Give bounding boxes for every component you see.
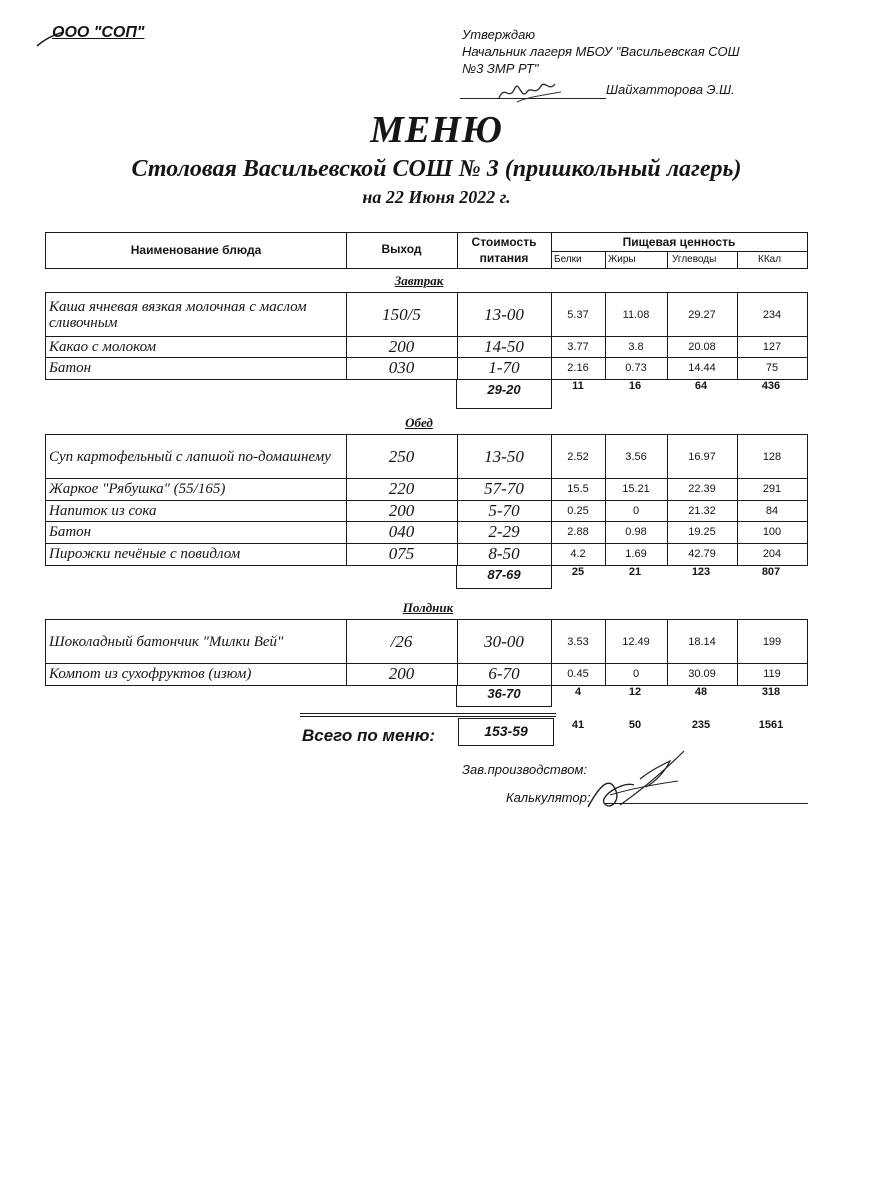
breakfast-total-box — [456, 379, 552, 409]
col-carbs-header: Углеводы — [672, 254, 717, 265]
dish-fat: 0 — [632, 504, 640, 517]
dish-carbs: 20.08 — [688, 340, 716, 353]
calculator-label: Калькулятор: — [506, 790, 591, 805]
dish-yield: 220 — [388, 479, 415, 498]
total-carbs: 64 — [694, 380, 708, 392]
dish-protein: 2.16 — [567, 362, 589, 374]
calculator-signature — [580, 745, 690, 815]
dish-protein: 2.88 — [567, 526, 589, 538]
dish-price: 6-70 — [488, 664, 520, 683]
dish-protein: 15.5 — [567, 483, 589, 495]
dish-fat: 3.56 — [625, 450, 647, 463]
dish-yield: /26 — [390, 631, 413, 651]
total-carbs: 123 — [691, 566, 711, 578]
snack-table — [45, 619, 808, 686]
dish-kcal: 119 — [763, 668, 781, 680]
total-divider — [300, 716, 556, 717]
dish-kcal: 128 — [762, 450, 782, 463]
dish-protein: 0.45 — [567, 668, 589, 680]
dish-fat: 15.21 — [622, 483, 650, 495]
grand-total-fat: 50 — [628, 719, 642, 731]
dish-name: Напиток из сока — [49, 502, 157, 519]
dish-price: 13-50 — [484, 446, 524, 466]
dish-yield: 250 — [388, 446, 415, 466]
dish-yield: 030 — [388, 358, 415, 377]
production-manager-label: Зав.производством: — [462, 762, 587, 777]
section-title-lunch: Обед — [405, 415, 433, 430]
snack-total-box — [456, 685, 552, 707]
total-divider — [300, 713, 556, 714]
dish-protein: 3.77 — [567, 340, 589, 353]
dish-name: Какао с молоком — [49, 338, 157, 355]
dish-carbs: 18.14 — [688, 635, 716, 648]
col-name-header: Наименование блюда — [130, 243, 262, 257]
section-total-price: 29-20 — [487, 382, 521, 397]
dish-carbs: 42.79 — [688, 548, 716, 560]
dish-price: 57-70 — [484, 479, 524, 498]
menu-date: на 22 Июня 2022 г. — [362, 187, 511, 207]
dish-name: Жаркое "Рябушка" (55/165) — [49, 481, 226, 497]
grand-total-protein: 41 — [571, 719, 585, 731]
total-kcal: 807 — [761, 566, 781, 578]
approval-line: №3 ЗМР РТ" — [462, 61, 539, 76]
total-carbs: 48 — [694, 686, 708, 698]
page-title: МЕНЮ — [370, 109, 503, 151]
dish-protein: 5.37 — [567, 308, 589, 321]
grand-total-carbs: 235 — [691, 719, 711, 731]
dish-yield: 075 — [388, 544, 415, 563]
dish-kcal: 199 — [762, 635, 782, 648]
total-fat: 21 — [628, 566, 642, 578]
dish-kcal: 204 — [762, 548, 782, 560]
total-kcal: 436 — [761, 380, 781, 392]
dish-name: Батон — [49, 524, 92, 540]
dish-protein: 4.2 — [570, 548, 586, 560]
dish-name: Каша ячневая вязкая молочная с маслом сливочным — [49, 298, 307, 331]
col-yield-header: Выход — [381, 242, 422, 256]
col-nutrition-header: Пищевая ценность — [622, 235, 736, 249]
dish-yield: 150/5 — [382, 304, 421, 324]
dish-carbs: 21.32 — [688, 504, 716, 517]
dish-fat: 12.49 — [622, 635, 650, 648]
dish-price: 14-50 — [484, 336, 524, 356]
dish-fat: 3.8 — [628, 340, 644, 353]
dish-name: Компот из сухофруктов (изюм) — [49, 666, 252, 682]
total-kcal: 318 — [761, 686, 781, 698]
signature-line — [460, 98, 606, 99]
section-total-price: 87-69 — [487, 567, 521, 582]
organization-name: ООО "СОП" — [52, 24, 145, 41]
dish-protein: 2.52 — [567, 450, 589, 463]
lunch-total-box — [456, 565, 552, 589]
dish-yield: 200 — [388, 500, 415, 520]
dish-kcal: 291 — [762, 483, 782, 495]
dish-price: 30-00 — [484, 631, 524, 651]
total-protein: 11 — [572, 380, 584, 392]
dish-fat: 0.98 — [625, 526, 647, 538]
dish-name: Шоколадный батончик "Милки Вей" — [49, 633, 284, 650]
total-fat: 12 — [628, 686, 642, 698]
dish-carbs: 19.25 — [688, 526, 716, 538]
section-total-price: 36-70 — [487, 686, 521, 701]
dish-yield: 040 — [388, 522, 415, 541]
dish-name: Суп картофельный с лапшой по-домашнему — [49, 448, 331, 465]
col-fat-header: Жиры — [608, 254, 636, 265]
approval-block — [462, 26, 740, 77]
approval-line: Утверждаю — [462, 27, 536, 42]
dish-carbs: 29.27 — [688, 308, 716, 321]
director-name: Шайхатторова Э.Ш. — [606, 82, 735, 97]
total-protein: 4 — [574, 686, 582, 698]
dish-carbs: 30.09 — [688, 668, 716, 680]
dish-carbs: 16.97 — [688, 450, 716, 463]
total-protein: 25 — [571, 566, 585, 578]
dish-price: 8-50 — [488, 544, 520, 563]
col-price-header: Стоимость питания — [471, 235, 537, 265]
breakfast-table — [45, 292, 808, 380]
dish-yield: 200 — [388, 336, 415, 356]
director-signature — [495, 72, 565, 106]
dish-protein: 0.25 — [567, 504, 589, 517]
section-title-snack: Полдник — [402, 600, 454, 615]
dish-fat: 1.69 — [625, 548, 647, 560]
dish-name: Пирожки печёные с повидлом — [49, 546, 241, 562]
dish-yield: 200 — [388, 664, 415, 683]
col-kcal-header: ККал — [758, 254, 782, 265]
section-title-breakfast: Завтрак — [394, 273, 444, 288]
dish-kcal: 234 — [762, 308, 782, 321]
dish-carbs: 14.44 — [688, 362, 716, 374]
dish-fat: 0 — [632, 668, 640, 680]
grand-total-kcal: 1561 — [758, 719, 784, 731]
page-subtitle: Столовая Васильевской СОШ № 3 (пришкольный лагерь) — [131, 156, 742, 182]
col-protein-header: Белки — [554, 254, 582, 265]
dish-protein: 3.53 — [567, 635, 589, 648]
dish-price: 13-00 — [484, 304, 524, 324]
approval-line: Начальник лагеря МБОУ "Васильевская СОШ — [462, 44, 740, 59]
dish-price: 5-70 — [488, 500, 520, 520]
dish-price: 2-29 — [488, 522, 520, 541]
grand-total-box — [458, 718, 554, 746]
dish-fat: 0.73 — [625, 362, 647, 374]
dish-kcal: 75 — [765, 362, 779, 374]
total-fat: 16 — [628, 380, 642, 392]
grand-total-price: 153-59 — [484, 723, 528, 739]
dish-kcal: 100 — [762, 526, 782, 538]
dish-carbs: 22.39 — [688, 483, 716, 495]
grand-total-label: Всего по меню: — [302, 726, 436, 745]
dish-kcal: 84 — [765, 504, 779, 517]
lunch-table — [45, 434, 808, 566]
table-header — [45, 232, 808, 269]
dish-price: 1-70 — [488, 358, 520, 377]
dish-fat: 11.08 — [622, 308, 650, 321]
dish-kcal: 127 — [762, 340, 782, 353]
dish-name: Батон — [49, 360, 92, 376]
